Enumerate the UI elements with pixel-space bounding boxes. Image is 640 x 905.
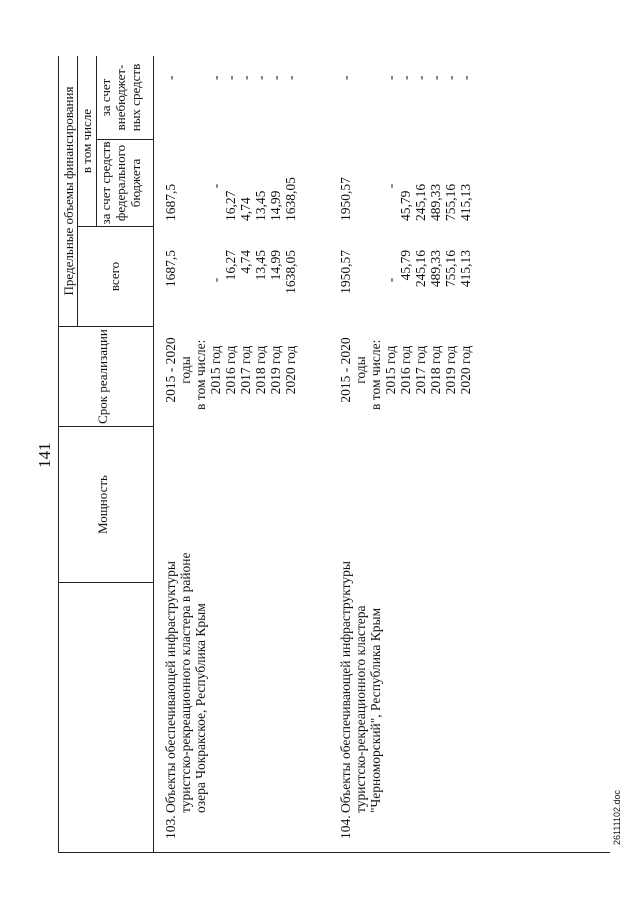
object-name: Объекты обеспечивающей инфраструктуры туристско-рекреационного кластера "Черноморский", Республика Крым — [338, 561, 383, 813]
federal-value: 415,13 — [458, 183, 473, 221]
federal-value: 245,16 — [413, 183, 428, 221]
period-line: 2015 - 2020 — [163, 337, 178, 403]
total-value: 489,33 — [428, 250, 443, 288]
federal-value: 45,79 — [398, 190, 413, 221]
total-value: - — [208, 277, 223, 283]
row-103-extrabudgetary: - — [163, 75, 178, 80]
header-divider-1 — [58, 582, 153, 583]
period-line: 2020 год — [283, 345, 298, 395]
extrabudgetary-dash: - — [268, 75, 283, 80]
row-104-extrabudgetary-years — [383, 68, 473, 80]
period-line: 2018 год — [428, 345, 443, 395]
header-federal-budget: за счет средств федерального бюджета — [98, 141, 143, 225]
federal-value: 16,27 — [223, 190, 238, 221]
extrabudgetary-dash: - — [238, 75, 253, 80]
row-104-total — [338, 250, 473, 310]
federal-value: 1950,57 — [338, 177, 353, 221]
extrabudgetary-dash: - — [208, 75, 223, 80]
total-value: 1638,05 — [283, 250, 298, 294]
row-104-name — [338, 539, 418, 839]
total-value — [178, 250, 193, 310]
period-line: 2019 год — [268, 345, 283, 395]
total-value: 13,45 — [253, 250, 268, 281]
period-line: 2015 год — [208, 345, 223, 395]
row-number: 104. — [338, 815, 353, 839]
total-value — [353, 250, 368, 310]
extrabudgetary-dash: - — [413, 75, 428, 80]
federal-value — [178, 151, 193, 221]
period-line: 2015 - 2020 — [338, 337, 353, 403]
total-value: 1687,5 — [163, 250, 178, 288]
federal-value: - — [208, 183, 223, 189]
federal-value: 755,16 — [443, 183, 458, 221]
federal-value — [353, 151, 368, 221]
total-value: 4,74 — [238, 250, 253, 274]
row-103-period — [163, 330, 298, 410]
period-line: 2015 год — [383, 345, 398, 395]
total-value: 1950,57 — [338, 250, 353, 294]
federal-value — [368, 151, 383, 221]
federal-value: 4,74 — [238, 197, 253, 221]
object-name: Объекты обеспечивающей инфраструктуры туристско-рекреационного кластера в районе озера Чокракское, Республика Крым — [163, 552, 208, 813]
extrabudgetary-dash: - — [283, 75, 298, 80]
period-line: 2016 год — [398, 345, 413, 395]
total-value — [193, 250, 208, 310]
total-value — [368, 250, 383, 310]
period-line: 2016 год — [223, 345, 238, 395]
total-value: 45,79 — [398, 250, 413, 281]
period-line: в том числе: — [368, 339, 383, 410]
extrabudgetary-dash: - — [223, 75, 238, 80]
header-financing-limits: Предельные объемы финансирования — [61, 86, 76, 296]
table-left-border — [58, 852, 610, 853]
row-number: 103. — [163, 815, 178, 839]
footer-filename: 26111102.doc — [612, 789, 622, 845]
header-capacity: Мощность — [95, 475, 110, 534]
extrabudgetary-dash: - — [443, 75, 458, 80]
table-top-border — [58, 56, 59, 853]
extrabudgetary-dash: - — [383, 75, 398, 80]
federal-value: 1687,5 — [163, 183, 178, 221]
header-limits-underline — [77, 56, 78, 327]
row-103-total — [163, 250, 298, 310]
extrabudgetary-dash: - — [428, 75, 443, 80]
row-103-extrabudgetary-years — [208, 68, 298, 80]
federal-value — [193, 151, 208, 221]
row-104-federal — [338, 151, 473, 221]
federal-value: 489,33 — [428, 183, 443, 221]
federal-value: 14,99 — [268, 190, 283, 221]
extrabudgetary-dash: - — [458, 75, 473, 80]
federal-value: 13,45 — [253, 190, 268, 221]
period-line: 2017 год — [413, 345, 428, 395]
header-extrabudgetary: за счет внебюджет-ных средств — [98, 63, 143, 132]
total-value: 415,13 — [458, 250, 473, 288]
federal-value: - — [383, 183, 398, 189]
header-bottom-border — [153, 56, 154, 853]
page-number: 141 — [35, 442, 54, 468]
row-103-federal — [163, 151, 298, 221]
period-line: 2019 год — [443, 345, 458, 395]
federal-value: 1638,05 — [283, 177, 298, 221]
total-value: 755,16 — [443, 250, 458, 288]
period-line: годы — [353, 356, 368, 384]
header-period: Срок реализации — [95, 329, 110, 424]
total-value: 14,99 — [268, 250, 283, 281]
total-value: - — [383, 277, 398, 283]
period-line: в том числе: — [193, 339, 208, 410]
row-103-name — [163, 539, 243, 839]
header-incl-underline — [96, 56, 97, 227]
period-line: 2017 год — [238, 345, 253, 395]
row-104-extrabudgetary: - — [338, 75, 353, 80]
extrabudgetary-dash: - — [398, 75, 413, 80]
period-line: 2020 год — [458, 345, 473, 395]
period-line: 2018 год — [253, 345, 268, 395]
total-value: 245,16 — [413, 250, 428, 288]
header-total: всего — [107, 261, 122, 292]
period-line: годы — [178, 356, 193, 384]
total-value: 16,27 — [223, 250, 238, 281]
header-including: в том числе — [79, 108, 94, 174]
row-104-period — [338, 330, 473, 410]
extrabudgetary-dash: - — [253, 75, 268, 80]
